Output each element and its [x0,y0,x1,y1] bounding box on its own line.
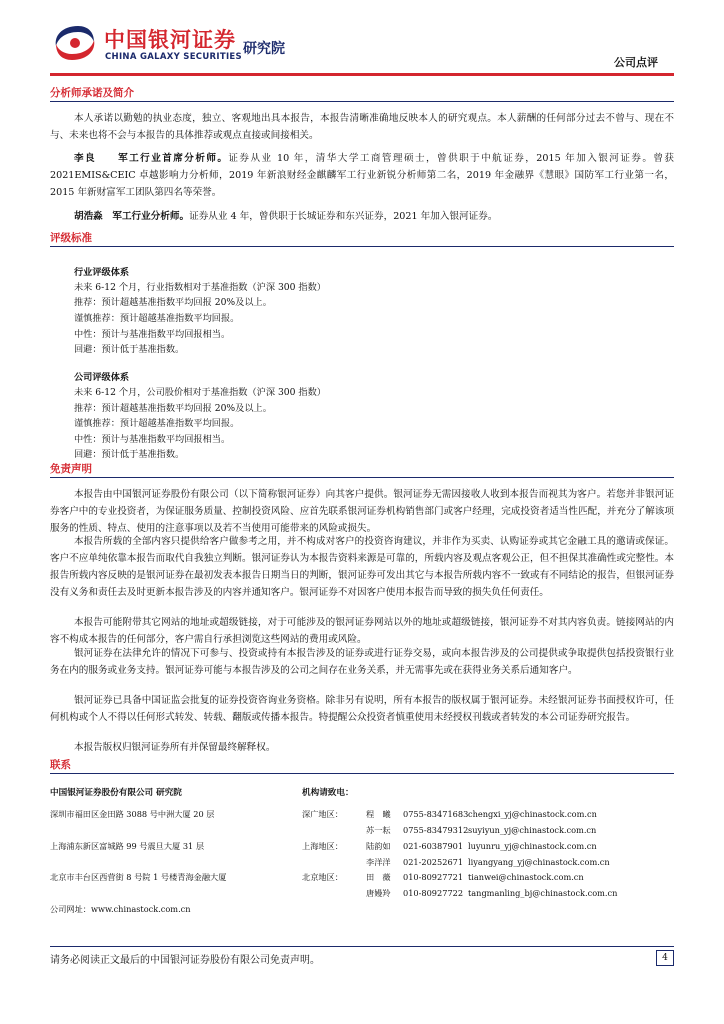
analyst-bio-1 [50,150,674,201]
disclaimer-paragraph: 银河证券在法律允许的情况下可参与、投资或持有本报告涉及的证券或进行证券交易，或向本报告涉及的公司提供或争取提供包括投资银行业务在内的服务或业务支持。银河证券可能与本报告涉及的公司之间存在业务关系，并无需事先或在获得业务关系后通知客户。 [50,648,674,676]
page-number: 4 [656,950,674,966]
company-rating-head: 公司评级体系 [74,372,130,383]
contact-email[interactable]: tianwei@chinastock.com.cn [468,872,584,882]
contact-region: 上海地区： [302,841,343,851]
contact-name: 程 曦 [366,809,391,819]
disclaimer-paragraph: 本报告版权归银河证券所有并保留最终解释权。 [74,742,276,753]
analyst-1-text: 证券从业 10 年，清华大学工商管理硕士，曾供职于中航证券，2015 年加入银河证券。曾获2021EMIS&CEIC 卓越影响力分析师，2019 年新浪财经金麒麟军工行业新锐分析师第二名，2019 年金融界《慧眼》国防军工行业第一名，2015 年新财富军工团队第四名等荣誉。 [50,153,675,198]
contact-region: 北京地区： [302,872,343,882]
contact-phone: 010-80927721 [403,872,464,882]
analyst-2-text: 证券从业 4 年，曾供职于长城证券和东兴证券，2021 年加入银河证券。 [189,211,498,222]
contact-region: 深广地区： [302,809,343,819]
industry-rating-line: 回避：预计低于基准指数。 [74,344,185,355]
contact-email[interactable]: tangmanling_bj@chinastock.com.cn [468,888,618,898]
contact-phone: 010-80927722 [403,888,464,898]
analyst-bio-2 [50,208,674,225]
company-rating-line: 谨慎推荐：预计超越基准指数平均回报。 [74,418,240,429]
analyst-2-name: 胡浩淼 [74,211,103,222]
section-title-contact: 联系 [50,758,674,774]
contact-name: 唐嫚羚 [366,888,391,898]
industry-rating-head: 行业评级体系 [74,267,130,278]
address-shenzhen: 深圳市福田区金田路 3088 号中洲大厦 20 层 [50,809,215,819]
analyst-2-role: 军工行业分析师。 [112,211,190,222]
galaxy-swirl-logo-icon [50,22,100,64]
contact-name: 田 薇 [366,872,391,882]
contact-name: 陆韵如 [366,841,391,851]
analyst-1-role: 军工行业首席分析师。 [118,153,229,164]
contact-phone: 021-60387901 [403,841,464,851]
disclaimer-paragraph: 本报告由中国银河证券股份有限公司（以下简称银河证券）向其客户提供。银河证券无需因接收人收到本报告而视其为客户。若您并非银河证券客户中的专业投资者，为保证服务质量、控制投资风险、应首先联系银河证券机构销售部门或客户经理，完成投资者适当性匹配，并充分了解该项服务的性质、特点、使用的注意事项以及若不当使用可能带来的风险或损失。 [50,489,674,534]
logo-name-cn: 中国银河证券 [104,28,236,52]
company-rating-line: 中性：预计与基准指数平均回报相当。 [74,434,231,445]
company-rating-line: 回避：预计低于基准指数。 [74,449,185,460]
company-rating-line: 推荐：预计超越基准指数平均回报 20%及以上。 [74,403,272,414]
section-title-analyst: 分析师承诺及简介 [50,86,674,102]
company-rating-line: 未来 6-12 个月，公司股价相对于基准指数（沪深 300 指数） [74,387,326,398]
logo-name-en: CHINA GALAXY SECURITIES [105,52,242,62]
section-title-disclaimer: 免责声明 [50,462,674,478]
institute-label: 研究院 [243,41,285,57]
contact-email[interactable]: liyangyang_yj@chinastock.com.cn [468,857,610,867]
contact-company: 中国银河证券股份有限公司 研究院 [50,788,182,798]
address-beijing: 北京市丰台区西营街 8 号院 1 号楼青海金融大厦 [50,872,227,882]
contact-email[interactable]: luyunru_yj@chinastock.com.cn [468,841,597,851]
header-divider [50,73,674,76]
analyst-commitment: 本人承诺以勤勉的执业态度，独立、客观地出具本报告，本报告清晰准确地反映本人的研究观点。本人薪酬的任何部分过去不曾与、现在不与、未来也将不会与本报告的具体推荐或观点直接或间接相关。 [50,113,674,141]
industry-rating-line: 未来 6-12 个月，行业指数相对于基准指数（沪深 300 指数） [74,282,326,293]
report-type: 公司点评 [614,56,658,69]
industry-rating-line: 中性：预计与基准指数平均回报相当。 [74,329,231,340]
footer-divider [50,946,674,947]
section-title-rating: 评级标准 [50,231,674,247]
disclaimer-paragraph: 本报告所载的全部内容只提供给客户做参考之用，并不构成对客户的投资咨询建议，并非作为买卖、认购证券或其它金融工具的邀请或保证。客户不应单纯依靠本报告而取代自我独立判断。银河证券认为本报告资料来源是可靠的，所载内容及观点客观公正，但不担保其准确性或完整性。本报告所载内容反映的是银河证券在最初发表本报告日期当日的判断，银河证券可发出其它与本报告所载内容不一致或有不同结论的报告，但银河证券没有义务和责任去及时更新本报告涉及的内容并通知客户。银河证券不对因客户使用本报告而导致的损失负任何责任。 [50,536,674,598]
institution-contact-head: 机构请致电： [302,788,354,798]
company-website[interactable]: 公司网址：www.chinastock.com.cn [50,904,191,914]
contact-phone: 0755-83479312 [403,825,469,835]
contact-email[interactable]: chengxi_yj@chinastock.com.cn [468,809,597,819]
contact-name: 李洋洋 [366,857,391,867]
disclaimer-paragraph: 银河证券已具备中国证监会批复的证券投资咨询业务资格。除非另有说明，所有本报告的版权属于银河证券。未经银河证券书面授权许可，任何机构或个人不得以任何形式转发、转载、翻版或传播本报告。特提醒公众投资者慎重使用未经授权刊载或者转发的本公司证券研究报告。 [50,695,674,723]
industry-rating-line: 谨慎推荐：预计超越基准指数平均回报。 [74,313,240,324]
analyst-1-name: 李良 [74,153,97,164]
address-shanghai: 上海浦东新区富城路 99 号震旦大厦 31 层 [50,841,205,851]
contact-phone: 0755-83471683 [403,809,469,819]
contact-email[interactable]: suyiyun_yj@chinastock.com.cn [468,825,597,835]
disclaimer-paragraph: 本报告可能附带其它网站的地址或超级链接，对于可能涉及的银河证券网站以外的地址或超级链接，银河证券不对其内容负责。链接网站的内容不构成本报告的任何部分，客户需自行承担浏览这些网站的费用或风险。 [50,617,674,645]
contact-name: 苏一耘 [366,825,391,835]
industry-rating-line: 推荐：预计超越基准指数平均回报 20%及以上。 [74,297,272,308]
footer-notice: 请务必阅读正文最后的中国银河证券股份有限公司免责声明。 [50,955,320,966]
contact-phone: 021-20252671 [403,857,464,867]
